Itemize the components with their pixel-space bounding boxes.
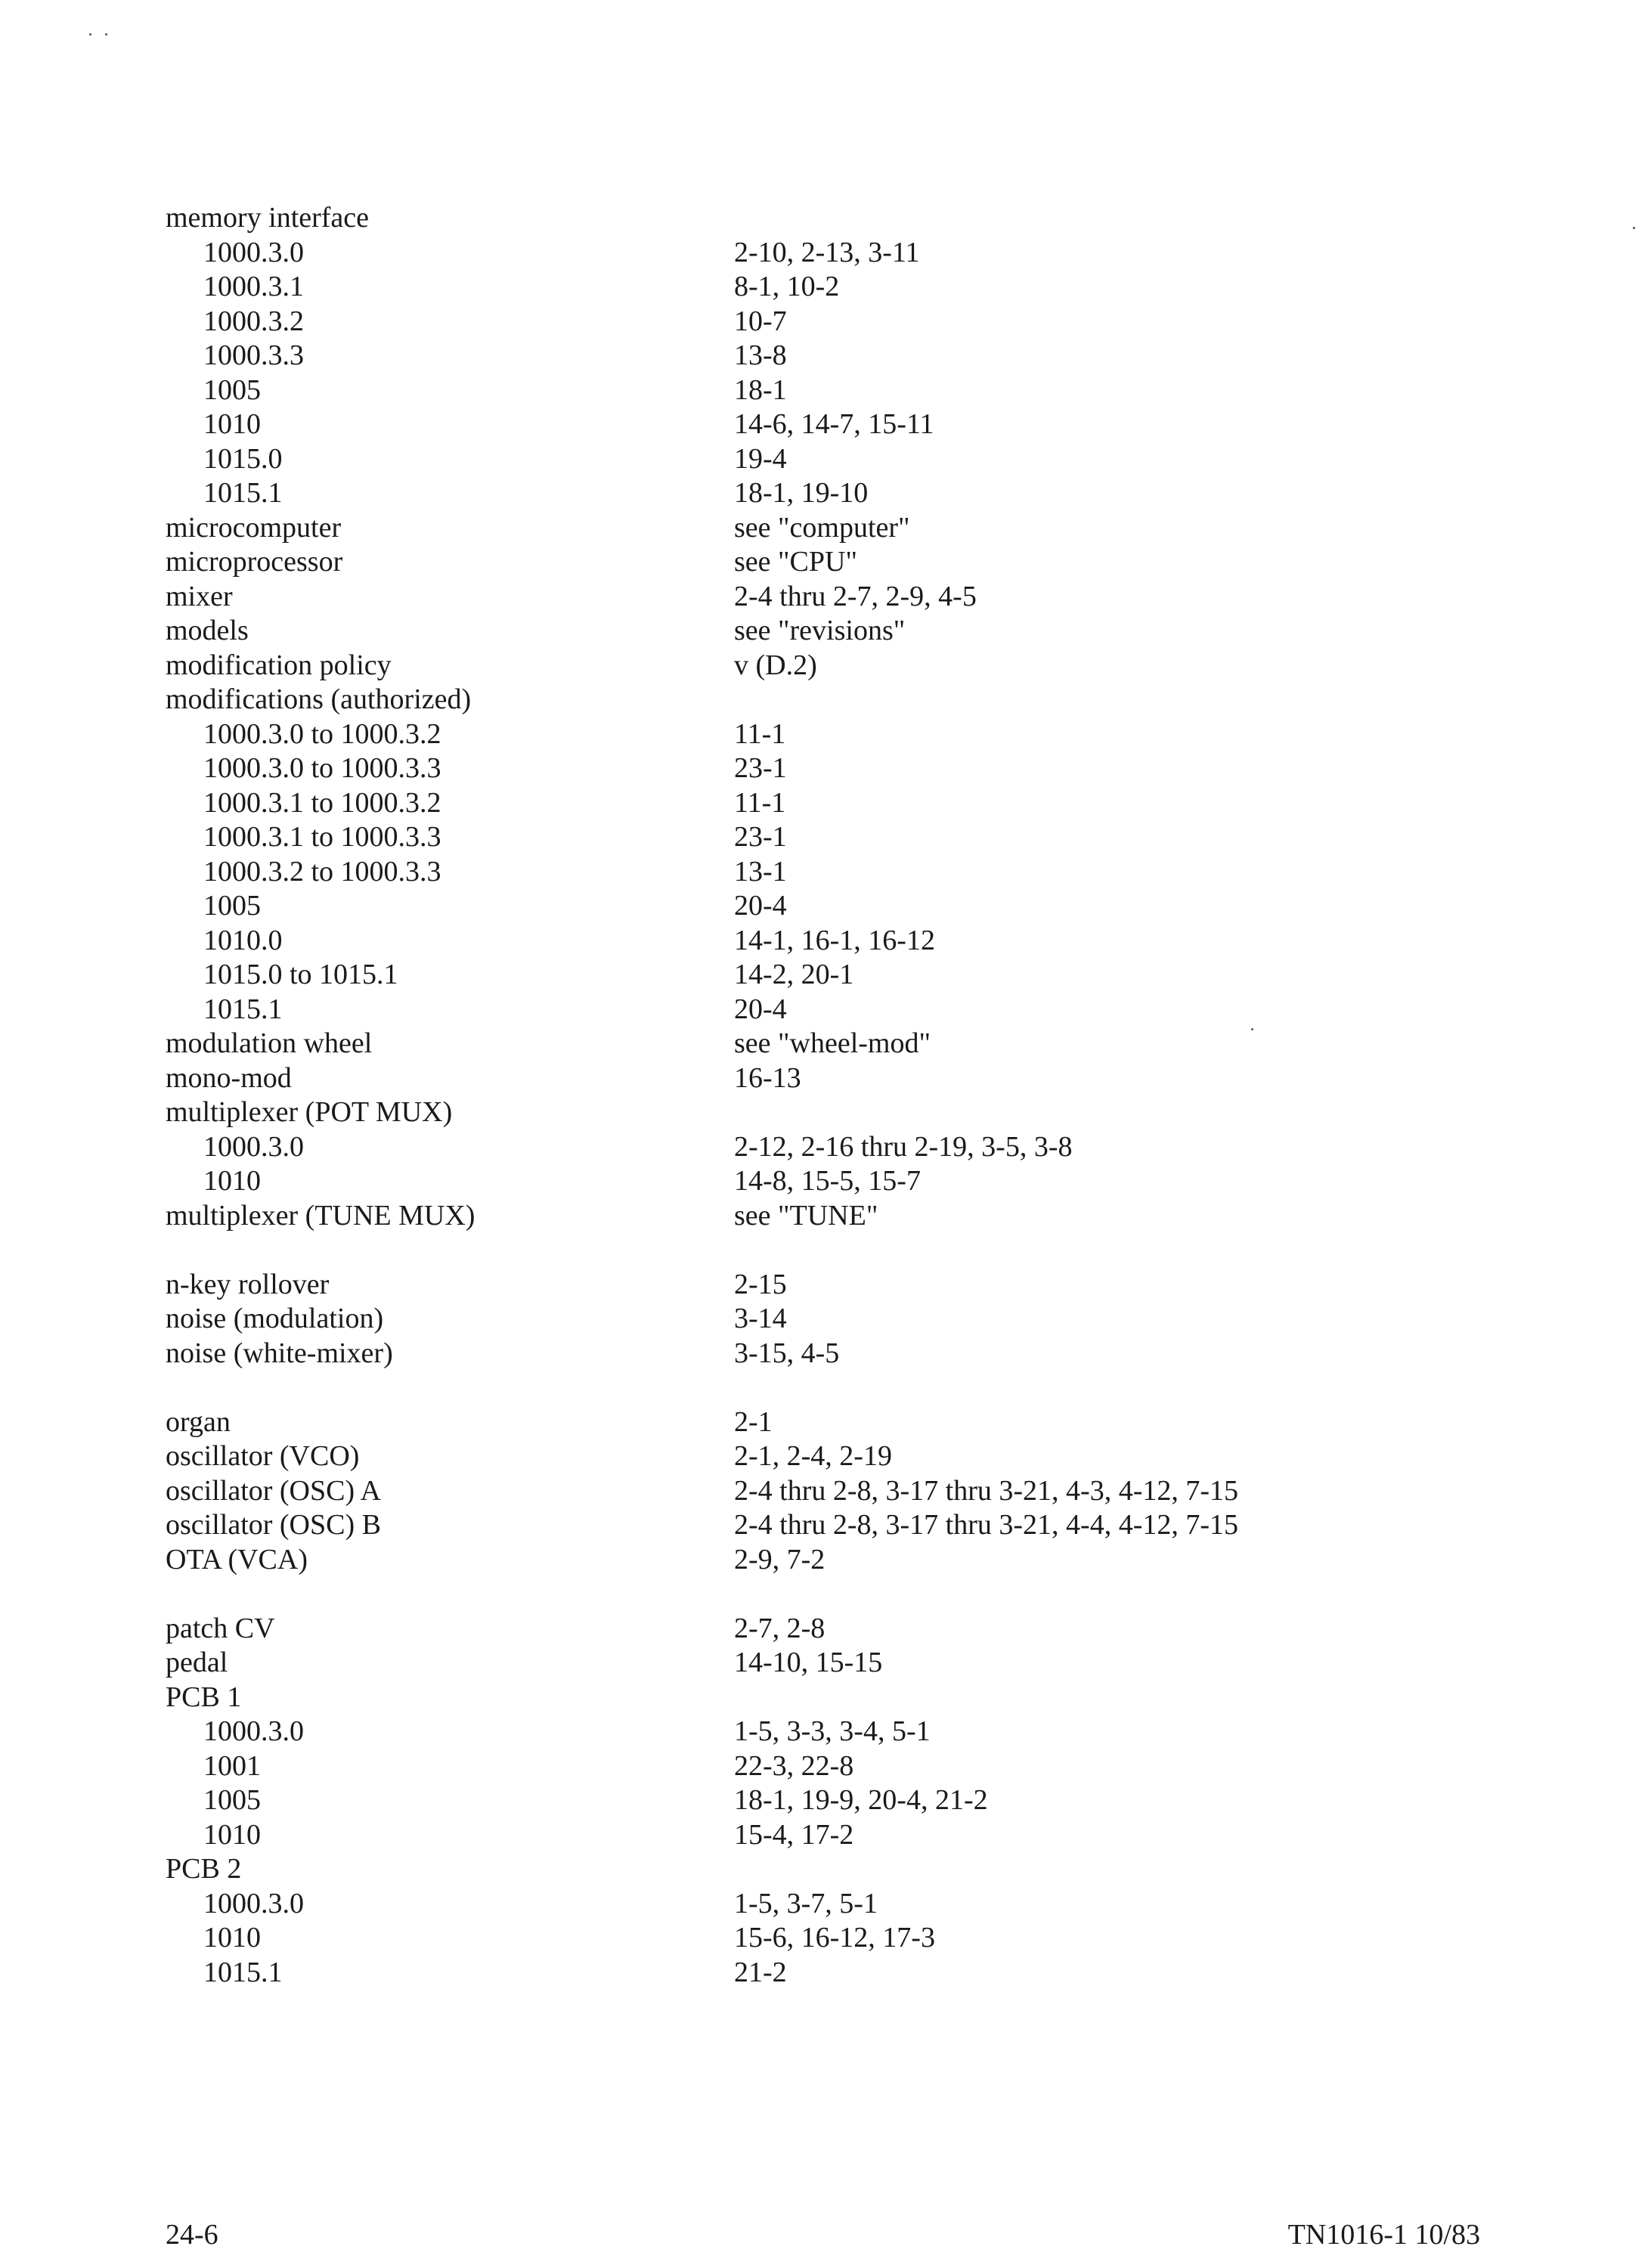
index-term: 1000.3.0 to 1000.3.3 (203, 752, 441, 784)
index-pages: 21-2 (734, 1956, 787, 1988)
index-entry (166, 1061, 1451, 1096)
index-pages: 2-4 thru 2-8, 3-17 thru 3-21, 4-4, 4-12, 7-15 (734, 1509, 1239, 1541)
index-term: microprocessor (166, 546, 343, 578)
index-term: 1000.3.1 (203, 271, 304, 302)
document-reference: TN1016-1 10/83 (1287, 2219, 1480, 2251)
index-list (166, 201, 1451, 1990)
index-term: 1000.3.1 to 1000.3.2 (203, 786, 441, 819)
index-subentry (166, 751, 1451, 786)
index-entry (166, 1337, 1451, 1371)
index-pages: 15-6, 16-12, 17-3 (734, 1922, 935, 1954)
index-entry (166, 1681, 1451, 1715)
index-term: 1005 (203, 890, 261, 922)
index-pages: 2-1 (734, 1405, 773, 1438)
index-pages: 2-15 (734, 1268, 787, 1300)
index-term: OTA (VCA) (166, 1543, 308, 1576)
index-pages: 2-7, 2-8 (734, 1612, 826, 1644)
index-entry (166, 201, 1451, 236)
index-pages: v (D.2) (734, 649, 817, 681)
index-pages: 11-1 (734, 717, 786, 750)
index-entry (166, 1612, 1451, 1647)
index-pages: see "TUNE" (734, 1199, 878, 1232)
index-term: 1015.0 to 1015.1 (203, 959, 398, 990)
index-pages: see "CPU" (734, 546, 857, 578)
index-term: patch CV (166, 1612, 275, 1644)
index-spacer (166, 1577, 1451, 1612)
index-term: PCB 1 (166, 1681, 242, 1713)
index-term: 1010 (203, 1818, 261, 1851)
index-pages: 18-1 (734, 373, 787, 406)
index-entry (166, 683, 1451, 717)
index-subentry (166, 1783, 1451, 1818)
index-entry (166, 1439, 1451, 1474)
index-term: modification policy (166, 649, 392, 681)
index-term: mono-mod (166, 1061, 292, 1094)
index-term: 1010 (203, 1922, 261, 1954)
index-entry (166, 614, 1451, 649)
index-term: 1015.1 (203, 477, 283, 509)
index-entry (166, 1646, 1451, 1681)
index-entry (166, 1199, 1451, 1234)
index-term: noise (white-mixer) (166, 1337, 393, 1369)
index-pages: 13-8 (734, 339, 787, 371)
scan-speck (89, 33, 91, 36)
index-pages: 18-1, 19-10 (734, 477, 869, 509)
scan-speck (1633, 227, 1635, 229)
index-term: organ (166, 1405, 231, 1438)
index-subentry (166, 476, 1451, 511)
index-entry (166, 1268, 1451, 1303)
index-pages: 3-14 (734, 1303, 787, 1334)
index-entry (166, 1852, 1451, 1887)
index-subentry (166, 442, 1451, 477)
index-pages: 14-8, 15-5, 15-7 (734, 1165, 921, 1197)
index-term: microcomputer (166, 511, 342, 544)
index-subentry (166, 339, 1451, 373)
index-pages: 13-1 (734, 855, 787, 888)
index-term: 1000.3.0 to 1000.3.2 (203, 717, 441, 750)
index-pages: 14-6, 14-7, 15-11 (734, 408, 934, 440)
index-term: 1010.0 (203, 924, 283, 956)
index-term: mixer (166, 580, 233, 612)
index-term: modulation wheel (166, 1027, 373, 1059)
index-term: multiplexer (POT MUX) (166, 1096, 453, 1128)
index-pages: 23-1 (734, 821, 787, 853)
index-entry (166, 580, 1451, 615)
index-term: 1000.3.2 (203, 305, 304, 337)
index-pages: 2-12, 2-16 thru 2-19, 3-5, 3-8 (734, 1130, 1073, 1163)
index-entry (166, 649, 1451, 683)
index-pages: 19-4 (734, 442, 787, 475)
index-pages: 2-4 thru 2-7, 2-9, 4-5 (734, 580, 977, 612)
index-term: 1000.3.2 to 1000.3.3 (203, 855, 441, 888)
index-subentry (166, 373, 1451, 408)
index-subentry (166, 1956, 1451, 1991)
page-number: 24-6 (166, 2219, 218, 2251)
index-subentry (166, 236, 1451, 271)
index-pages: 20-4 (734, 993, 787, 1025)
index-pages: 8-1, 10-2 (734, 271, 840, 302)
index-pages: 2-1, 2-4, 2-19 (734, 1440, 892, 1472)
index-pages: 23-1 (734, 752, 787, 784)
index-pages: 2-9, 7-2 (734, 1543, 826, 1576)
index-pages: 3-15, 4-5 (734, 1337, 840, 1369)
index-pages: 2-10, 2-13, 3-11 (734, 236, 920, 268)
index-term: 1000.3.0 (203, 236, 304, 268)
index-pages: 20-4 (734, 890, 787, 922)
index-subentry (166, 889, 1451, 924)
index-subentry (166, 993, 1451, 1027)
index-term: 1000.3.0 (203, 1715, 304, 1747)
index-term: oscillator (VCO) (166, 1440, 360, 1472)
index-term: 1015.1 (203, 1956, 283, 1988)
index-entry (166, 1405, 1451, 1440)
index-term: memory interface (166, 202, 370, 234)
index-term: 1005 (203, 1784, 261, 1816)
index-subentry (166, 1130, 1451, 1165)
index-term: 1000.3.0 (203, 1130, 304, 1163)
index-pages: 22-3, 22-8 (734, 1749, 854, 1782)
index-term: 1015.0 (203, 442, 283, 475)
index-entry (166, 1027, 1451, 1061)
index-pages: 14-1, 16-1, 16-12 (734, 924, 935, 956)
index-term: oscillator (OSC) A (166, 1474, 381, 1507)
index-term: 1010 (203, 408, 261, 440)
index-term: 1001 (203, 1749, 261, 1782)
index-subentry (166, 1749, 1451, 1784)
index-subentry (166, 1164, 1451, 1199)
index-pages: 1-5, 3-7, 5-1 (734, 1887, 878, 1919)
index-term: noise (modulation) (166, 1303, 384, 1334)
index-subentry (166, 855, 1451, 890)
index-subentry (166, 305, 1451, 339)
index-pages: 14-2, 20-1 (734, 959, 854, 990)
index-term: multiplexer (TUNE MUX) (166, 1199, 476, 1232)
index-pages: 16-13 (734, 1061, 801, 1094)
index-subentry (166, 820, 1451, 855)
index-pages: 15-4, 17-2 (734, 1818, 854, 1851)
index-term: oscillator (OSC) B (166, 1509, 381, 1541)
index-pages: see "wheel-mod" (734, 1027, 931, 1059)
index-pages: 14-10, 15-15 (734, 1647, 883, 1678)
index-entry (166, 1095, 1451, 1130)
index-entry (166, 545, 1451, 580)
index-pages: 11-1 (734, 786, 786, 819)
index-subentry (166, 1887, 1451, 1922)
index-subentry (166, 717, 1451, 752)
index-term: 1000.3.1 to 1000.3.3 (203, 821, 441, 853)
index-entry (166, 511, 1451, 546)
index-term: modifications (authorized) (166, 683, 472, 715)
index-entry (166, 1543, 1451, 1578)
index-entry (166, 1508, 1451, 1543)
index-term: 1000.3.3 (203, 339, 304, 371)
index-term: pedal (166, 1647, 228, 1678)
index-subentry (166, 407, 1451, 442)
index-pages: 10-7 (734, 305, 787, 337)
index-term: PCB 2 (166, 1853, 242, 1885)
index-spacer (166, 1371, 1451, 1405)
index-pages: see "computer" (734, 511, 910, 544)
index-subentry (166, 270, 1451, 305)
index-term: 1000.3.0 (203, 1887, 304, 1919)
index-pages: 18-1, 19-9, 20-4, 21-2 (734, 1784, 988, 1816)
index-pages: 1-5, 3-3, 3-4, 5-1 (734, 1715, 931, 1747)
index-subentry (166, 924, 1451, 959)
index-entry (166, 1302, 1451, 1337)
scan-speck (1251, 1028, 1253, 1030)
index-subentry (166, 786, 1451, 821)
index-term: 1010 (203, 1165, 261, 1197)
index-subentry (166, 1818, 1451, 1853)
index-term: models (166, 615, 249, 646)
index-pages: 2-4 thru 2-8, 3-17 thru 3-21, 4-3, 4-12, 7-15 (734, 1474, 1239, 1507)
index-spacer (166, 1233, 1451, 1268)
index-subentry (166, 958, 1451, 993)
index-subentry (166, 1921, 1451, 1956)
index-pages: see "revisions" (734, 615, 906, 646)
index-term: 1015.1 (203, 993, 283, 1025)
scan-speck (105, 33, 107, 36)
index-term: 1005 (203, 373, 261, 406)
index-subentry (166, 1715, 1451, 1749)
index-entry (166, 1474, 1451, 1509)
index-term: n-key rollover (166, 1268, 330, 1300)
